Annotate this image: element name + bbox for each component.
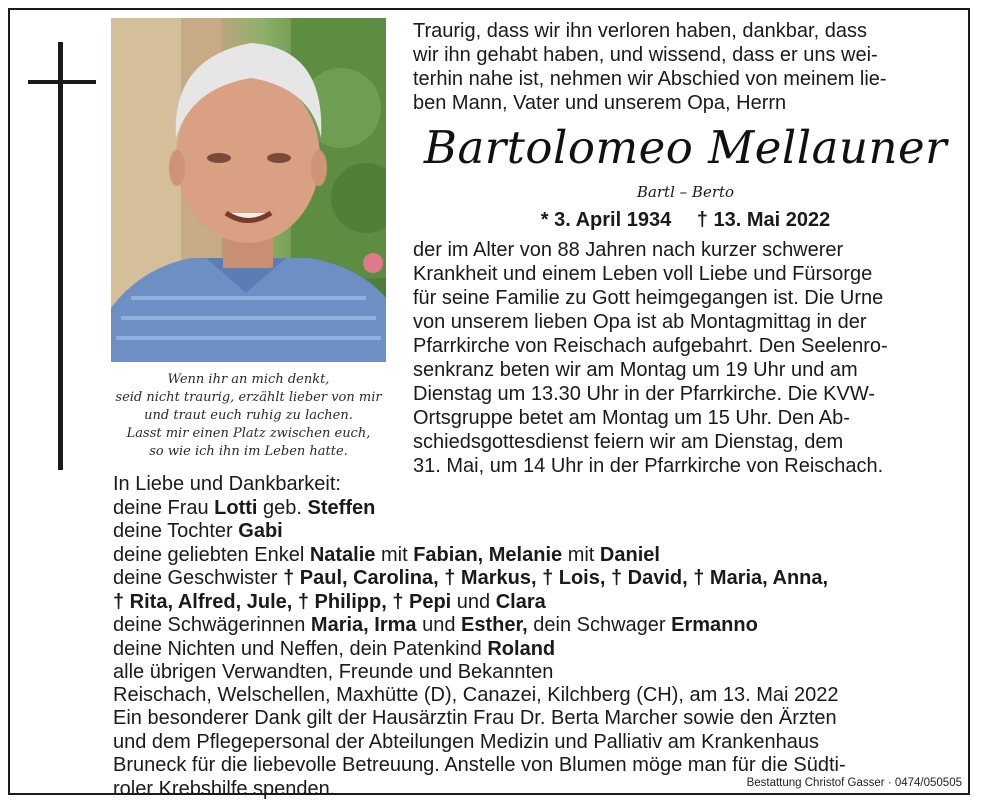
closing-line: Ein besonderer Dank gilt der Hausärztin Frau Dr. Berta Marcher sowie den Ärzten	[113, 707, 837, 730]
body-line: senkranz beten wir am Montag um 19 Uhr und am	[413, 359, 858, 381]
poem-line: seid nicht traurig, erzählt lieber von mir	[115, 390, 382, 405]
deceased-name: Bartolomeo Mellauner	[423, 121, 948, 174]
intro-line: wir ihn gehabt haben, und wissend, dass er uns wei-	[413, 44, 878, 66]
mourners-list	[113, 473, 963, 685]
body-line: für seine Familie zu Gott heimgegangen ist. Die Urne	[413, 287, 884, 309]
closing-line: Bruneck für die liebevolle Betreuung. Anstelle von Blumen möge man für die Südti-	[113, 754, 846, 777]
life-dates	[413, 206, 958, 234]
closing-line: roler Krebshilfe spenden.	[113, 777, 336, 800]
poem-line: so wie ich ihn im Leben hatte.	[149, 444, 348, 459]
body-line: Pfarrkirche von Reischach aufgebahrt. Den Seelenro-	[413, 335, 888, 357]
body-line: der im Alter von 88 Jahren nach kurzer schwerer	[413, 239, 844, 261]
undertaker-credit: Bestattung Christof Gasser · 0474/050505	[746, 777, 962, 789]
body-line: von unserem lieben Opa ist ab Montagmittag in der	[413, 311, 867, 333]
portrait-photo	[111, 18, 386, 362]
body-line: Ortsgruppe betet am Montag um 15 Uhr. Den Ab-	[413, 407, 850, 429]
body-line: Krankheit und einem Leben voll Liebe und Fürsorge	[413, 263, 873, 285]
cross-horizontal-bar	[28, 80, 96, 84]
intro-text	[413, 19, 958, 115]
mourner-grandchildren: deine geliebten Enkel Natalie mit Fabian, Melanie mit Daniel	[113, 543, 660, 566]
mourners-heading: In Liebe und Dankbarkeit:	[113, 473, 341, 495]
body-line: 31. Mai, um 14 Uhr in der Pfarrkirche von Reischach.	[413, 455, 884, 477]
poem-line: und traut euch ruhig zu lachen.	[144, 408, 353, 423]
body-line: schiedsgottesdienst feiern wir am Dienstag, dem	[413, 431, 844, 453]
portrait-illustration	[111, 18, 386, 362]
cross-vertical-bar	[58, 42, 63, 470]
closing-line: Reischach, Welschellen, Maxhütte (D), Canazei, Kilchberg (CH), am 13. Mai 2022	[113, 684, 839, 706]
body-line: Dienstag um 13.30 Uhr in der Pfarrkirche. Die KVW-	[413, 383, 876, 405]
intro-line: ben Mann, Vater und unserem Opa, Herrn	[413, 92, 787, 114]
poem-line: Wenn ihr an mich denkt,	[167, 372, 330, 387]
mourner-others: alle übrigen Verwandten, Freunde und Bekannten	[113, 661, 554, 683]
mourner-daughter: deine Tochter Gabi	[113, 520, 283, 542]
mourner-nieces: deine Nichten und Neffen, dein Patenkind Roland	[113, 637, 556, 660]
intro-line: Traurig, dass wir ihn verloren haben, dankbar, dass	[413, 20, 867, 42]
mourner-wife: deine Frau Lotti geb. Steffen	[113, 496, 376, 519]
intro-line: terhin nahe ist, nehmen wir Abschied von meinem lie-	[413, 68, 887, 90]
announcement-text	[413, 238, 958, 478]
mourner-siblings: deine Geschwister † Paul, Carolina, † Markus, † Lois, † David, † Maria, Anna,	[113, 567, 829, 589]
memorial-poem	[111, 371, 386, 461]
poem-line: Lasst mir einen Platz zwischen euch,	[126, 426, 371, 441]
death-date: † 13. Mai 2022	[696, 209, 831, 231]
mourner-in-laws: deine Schwägerinnen Maria, Irma und Esther, dein Schwager Ermanno	[113, 614, 758, 636]
deceased-nickname: Bartl – Berto	[636, 183, 735, 201]
mourner-siblings-cont: † Rita, Alfred, Jule, † Philipp, † Pepi und Clara	[113, 590, 546, 613]
closing-line: und dem Pflegepersonal der Abteilungen Medizin und Palliativ am Krankenhaus	[113, 730, 820, 753]
birth-date: * 3. April 1934	[540, 209, 672, 231]
